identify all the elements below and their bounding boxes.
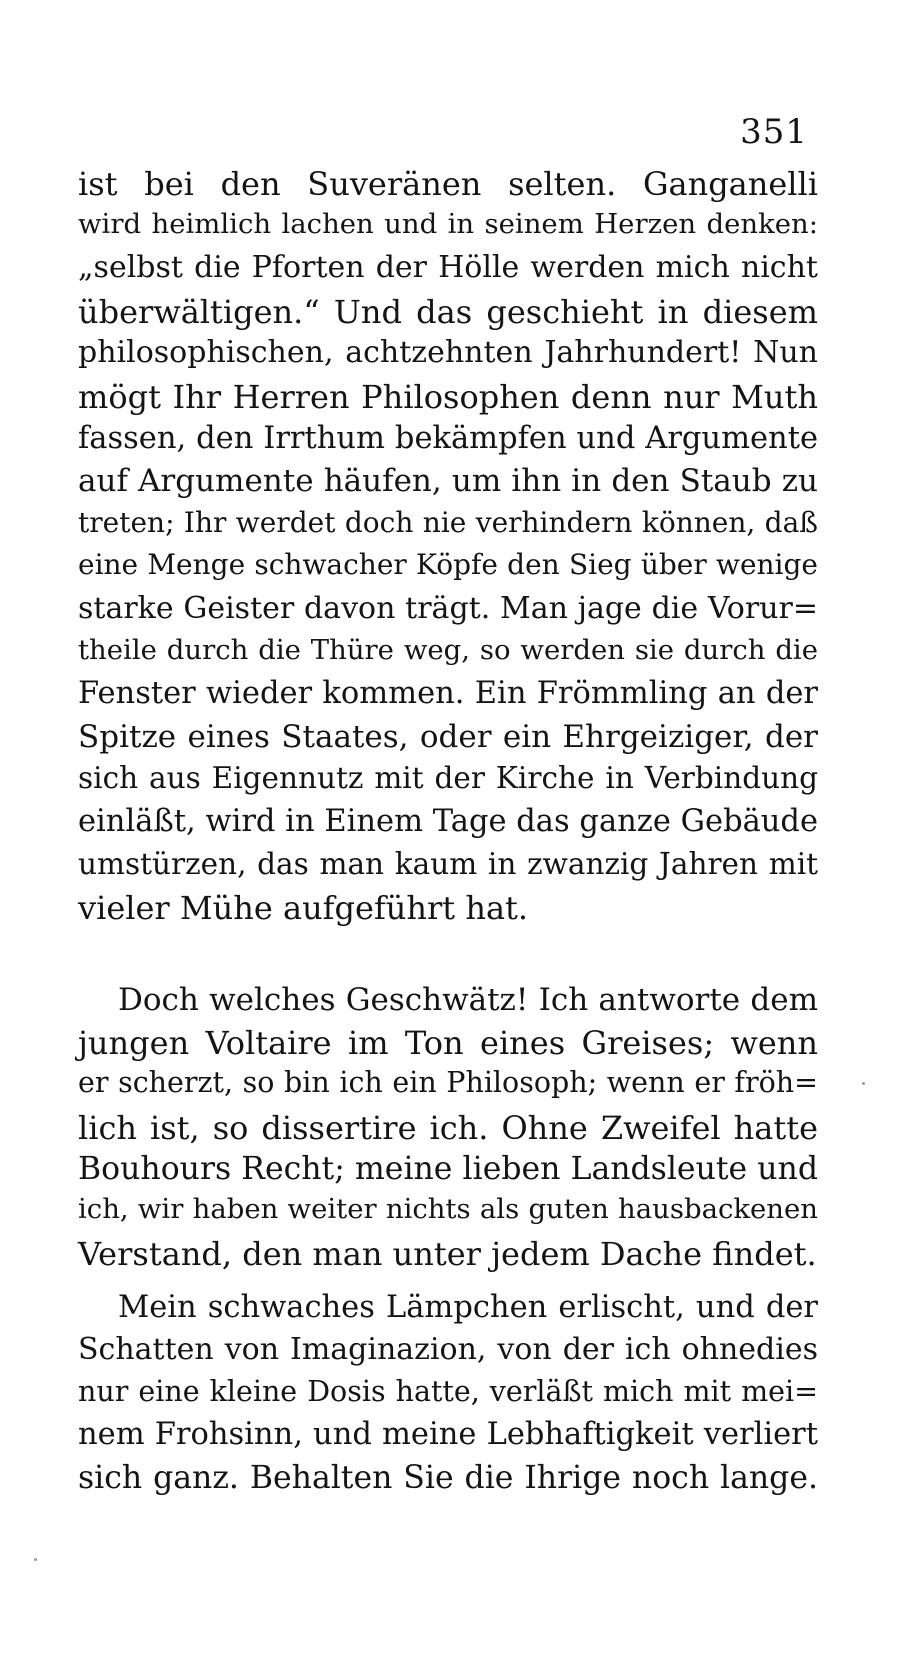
text-line: nur eine kleine Dosis hatte, verläßt mich mit mei= [78,1374,818,1408]
text-line: mögt Ihr Herren Philosophen denn nur Muth [78,377,818,416]
text-line: lich ist, so dissertire ich. Ohne Zweifel hatte [78,1108,818,1147]
text-line: umstürzen, das man kaum in zwanzig Jahren mit [78,846,818,881]
text-line: einläßt, wird in Einem Tage das ganze Gebäude [78,803,818,839]
text-line: starke Geister davon trägt. Man jage die Vorur= [78,590,818,626]
text-line: überwältigen.“ Und das geschieht in diesem [78,292,818,331]
text-line: sich ganz. Behalten Sie die Ihrige noch lange. [78,1459,818,1496]
text-line: jungen Voltaire im Ton eines Greises; wenn [78,1024,818,1063]
text-line: er scherzt, so bin ich ein Philosoph; wenn er fröh= [78,1066,818,1100]
text-line: Doch welches Geschwätz! Ich antworte dem [118,982,818,1018]
text-line: fassen, den Irrthum bekämpfen und Argumente [78,420,818,456]
text-line: wird heimlich lachen und in seinem Herzen denken: [78,207,818,240]
text-line: Spitze eines Staates, oder ein Ehrgeiziger, der [78,718,818,755]
paragraph-2 [78,982,818,1280]
text-line: „selbst die Pforten der Hölle werden mich nicht [78,250,818,286]
paper-speck [862,1082,865,1085]
text-line: Verstand, den man unter jedem Dache findet. [78,1235,817,1274]
text-line: nem Frohsinn, und meine Lebhaftigkeit verliert [78,1417,818,1453]
text-line: ich, wir haben weiter nichts als guten hausbackenen [78,1192,818,1225]
text-line: Fenster wieder kommen. Ein Frömmling an der [78,676,818,712]
text-line: Mein schwaches Lämpchen erlischt, und der [118,1290,818,1325]
paper-speck [34,1558,37,1561]
text-line: theile durch die Thüre weg, so werden sie durch die [78,633,818,666]
text-line: Schatten von Imaginazion, von der ich ohnedies [78,1332,818,1368]
text-line: sich aus Eigennutz mit der Kirche in Verbindung [78,761,818,796]
text-line: philosophischen, achtzehnten Jahrhundert! Nun [78,335,818,371]
text-line: Bouhours Recht; meine lieben Landsleute und [78,1150,818,1187]
page-number: 351 [740,112,808,152]
text-line: eine Menge schwacher Köpfe den Sieg über wenige [78,548,818,582]
paragraph-1 [78,165,818,935]
text-line: treten; Ihr werdet doch nie verhindern können, daß [78,505,818,539]
text-line: auf Argumente häufen, um ihn in den Staub zu [78,463,818,500]
text-line: vieler Mühe aufgeführt hat. [78,889,529,928]
text-line: ist bei den Suveränen selten. Ganganelli [78,165,818,203]
paragraph-3 [78,1290,818,1505]
